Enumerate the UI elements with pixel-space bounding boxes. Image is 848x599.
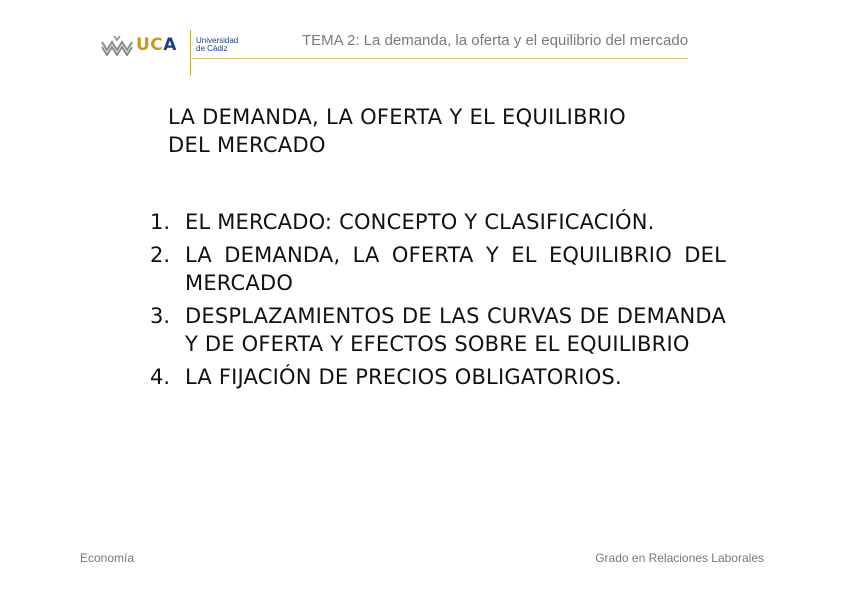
topic-number: 3.: [150, 304, 171, 328]
topic-list: [150, 208, 726, 396]
wave-emblem-icon: [100, 34, 134, 56]
list-item: [150, 363, 726, 391]
topic-number: 1.: [150, 210, 171, 234]
logo-university-name: Universidad de Cádiz: [196, 36, 239, 53]
topic-number: 4.: [150, 365, 171, 389]
list-item: [150, 208, 726, 236]
list-item: [150, 241, 726, 297]
topic-text: DESPLAZAMIENTOS DE LAS CURVAS DE DEMANDA Y DE OFERTA Y EFECTOS SOBRE EL EQUILIBRIO: [185, 304, 726, 356]
topic-text: LA DEMANDA, LA OFERTA Y EL EQUILIBRIO DEL MERCADO: [185, 243, 726, 295]
footer-course: Economía: [80, 551, 135, 565]
topic-number: 2.: [150, 243, 171, 267]
slide-title: LA DEMANDA, LA OFERTA Y EL EQUILIBRIO DEL MERCADO: [168, 105, 626, 157]
list-item: [150, 302, 726, 358]
header-title: TEMA 2: La demanda, la oferta y el equilibrio del mercado: [302, 32, 689, 49]
logo-wordmark: UCA: [136, 35, 177, 55]
topic-text: EL MERCADO: CONCEPTO Y CLASIFICACIÓN.: [185, 210, 655, 234]
header-rule: [190, 58, 688, 59]
topic-text: LA FIJACIÓN DE PRECIOS OBLIGATORIOS.: [185, 365, 622, 389]
university-logo: [100, 32, 177, 58]
footer-degree: Grado en Relaciones Laborales: [595, 551, 764, 565]
logo-divider: [190, 30, 191, 76]
